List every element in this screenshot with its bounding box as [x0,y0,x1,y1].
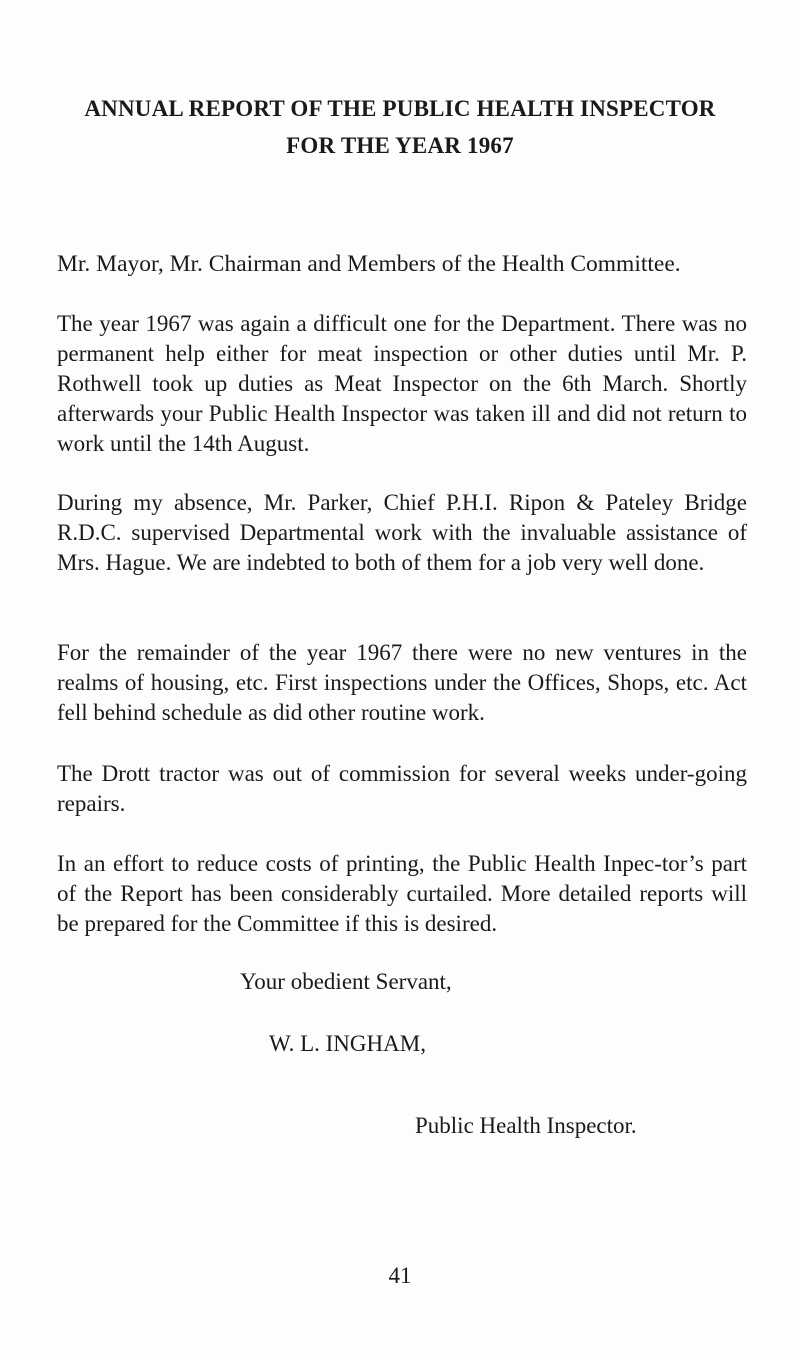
page-number: 41 [388,1263,412,1288]
salutation: Mr. Mayor, Mr. Chairman and Members of the Health Committee. [57,251,681,277]
paragraph-printing-costs: In an effort to reduce costs of printing, the Public Health Inpec-tor’s part of the Report has been considerably curtailed. More detailed reports will be prepared for the Committee if this is desired. [57,851,747,936]
signatory-title: Public Health Inspector. [415,1113,637,1138]
signatory-name: W. L. INGHAM, [269,1031,426,1056]
sign-off: Your obedient Servant, [240,969,452,994]
report-title: ANNUAL REPORT OF THE PUBLIC HEALTH INSPECTOR [84,96,716,121]
paragraph-remainder: For the remainder of the year 1967 there were no new ventures in the realms of housing, etc. First inspections under the Offices, Shops, etc. Act fell behind schedule as did other routine work. [57,640,747,725]
report-subtitle: FOR THE YEAR 1967 [286,133,514,158]
paragraph-absence: During my absence, Mr. Parker, Chief P.H.I. Ripon & Pateley Bridge R.D.C. supervised Departmental work with the invaluable assistance of Mrs. Hague. We are indebted to both of them for a job very well done. [57,490,747,575]
paragraph-tractor: The Drott tractor was out of commission for several weeks under-going repairs. [57,761,747,816]
paragraph-staffing: The year 1967 was again a difficult one for the Department. There was no permanent help either for meat inspection or other duties until Mr. P. Rothwell took up duties as Meat Inspector on the 6th March. Shortly afterwards your Public Health Inspector was taken ill and did not return to work until the 14th August. [57,311,747,456]
